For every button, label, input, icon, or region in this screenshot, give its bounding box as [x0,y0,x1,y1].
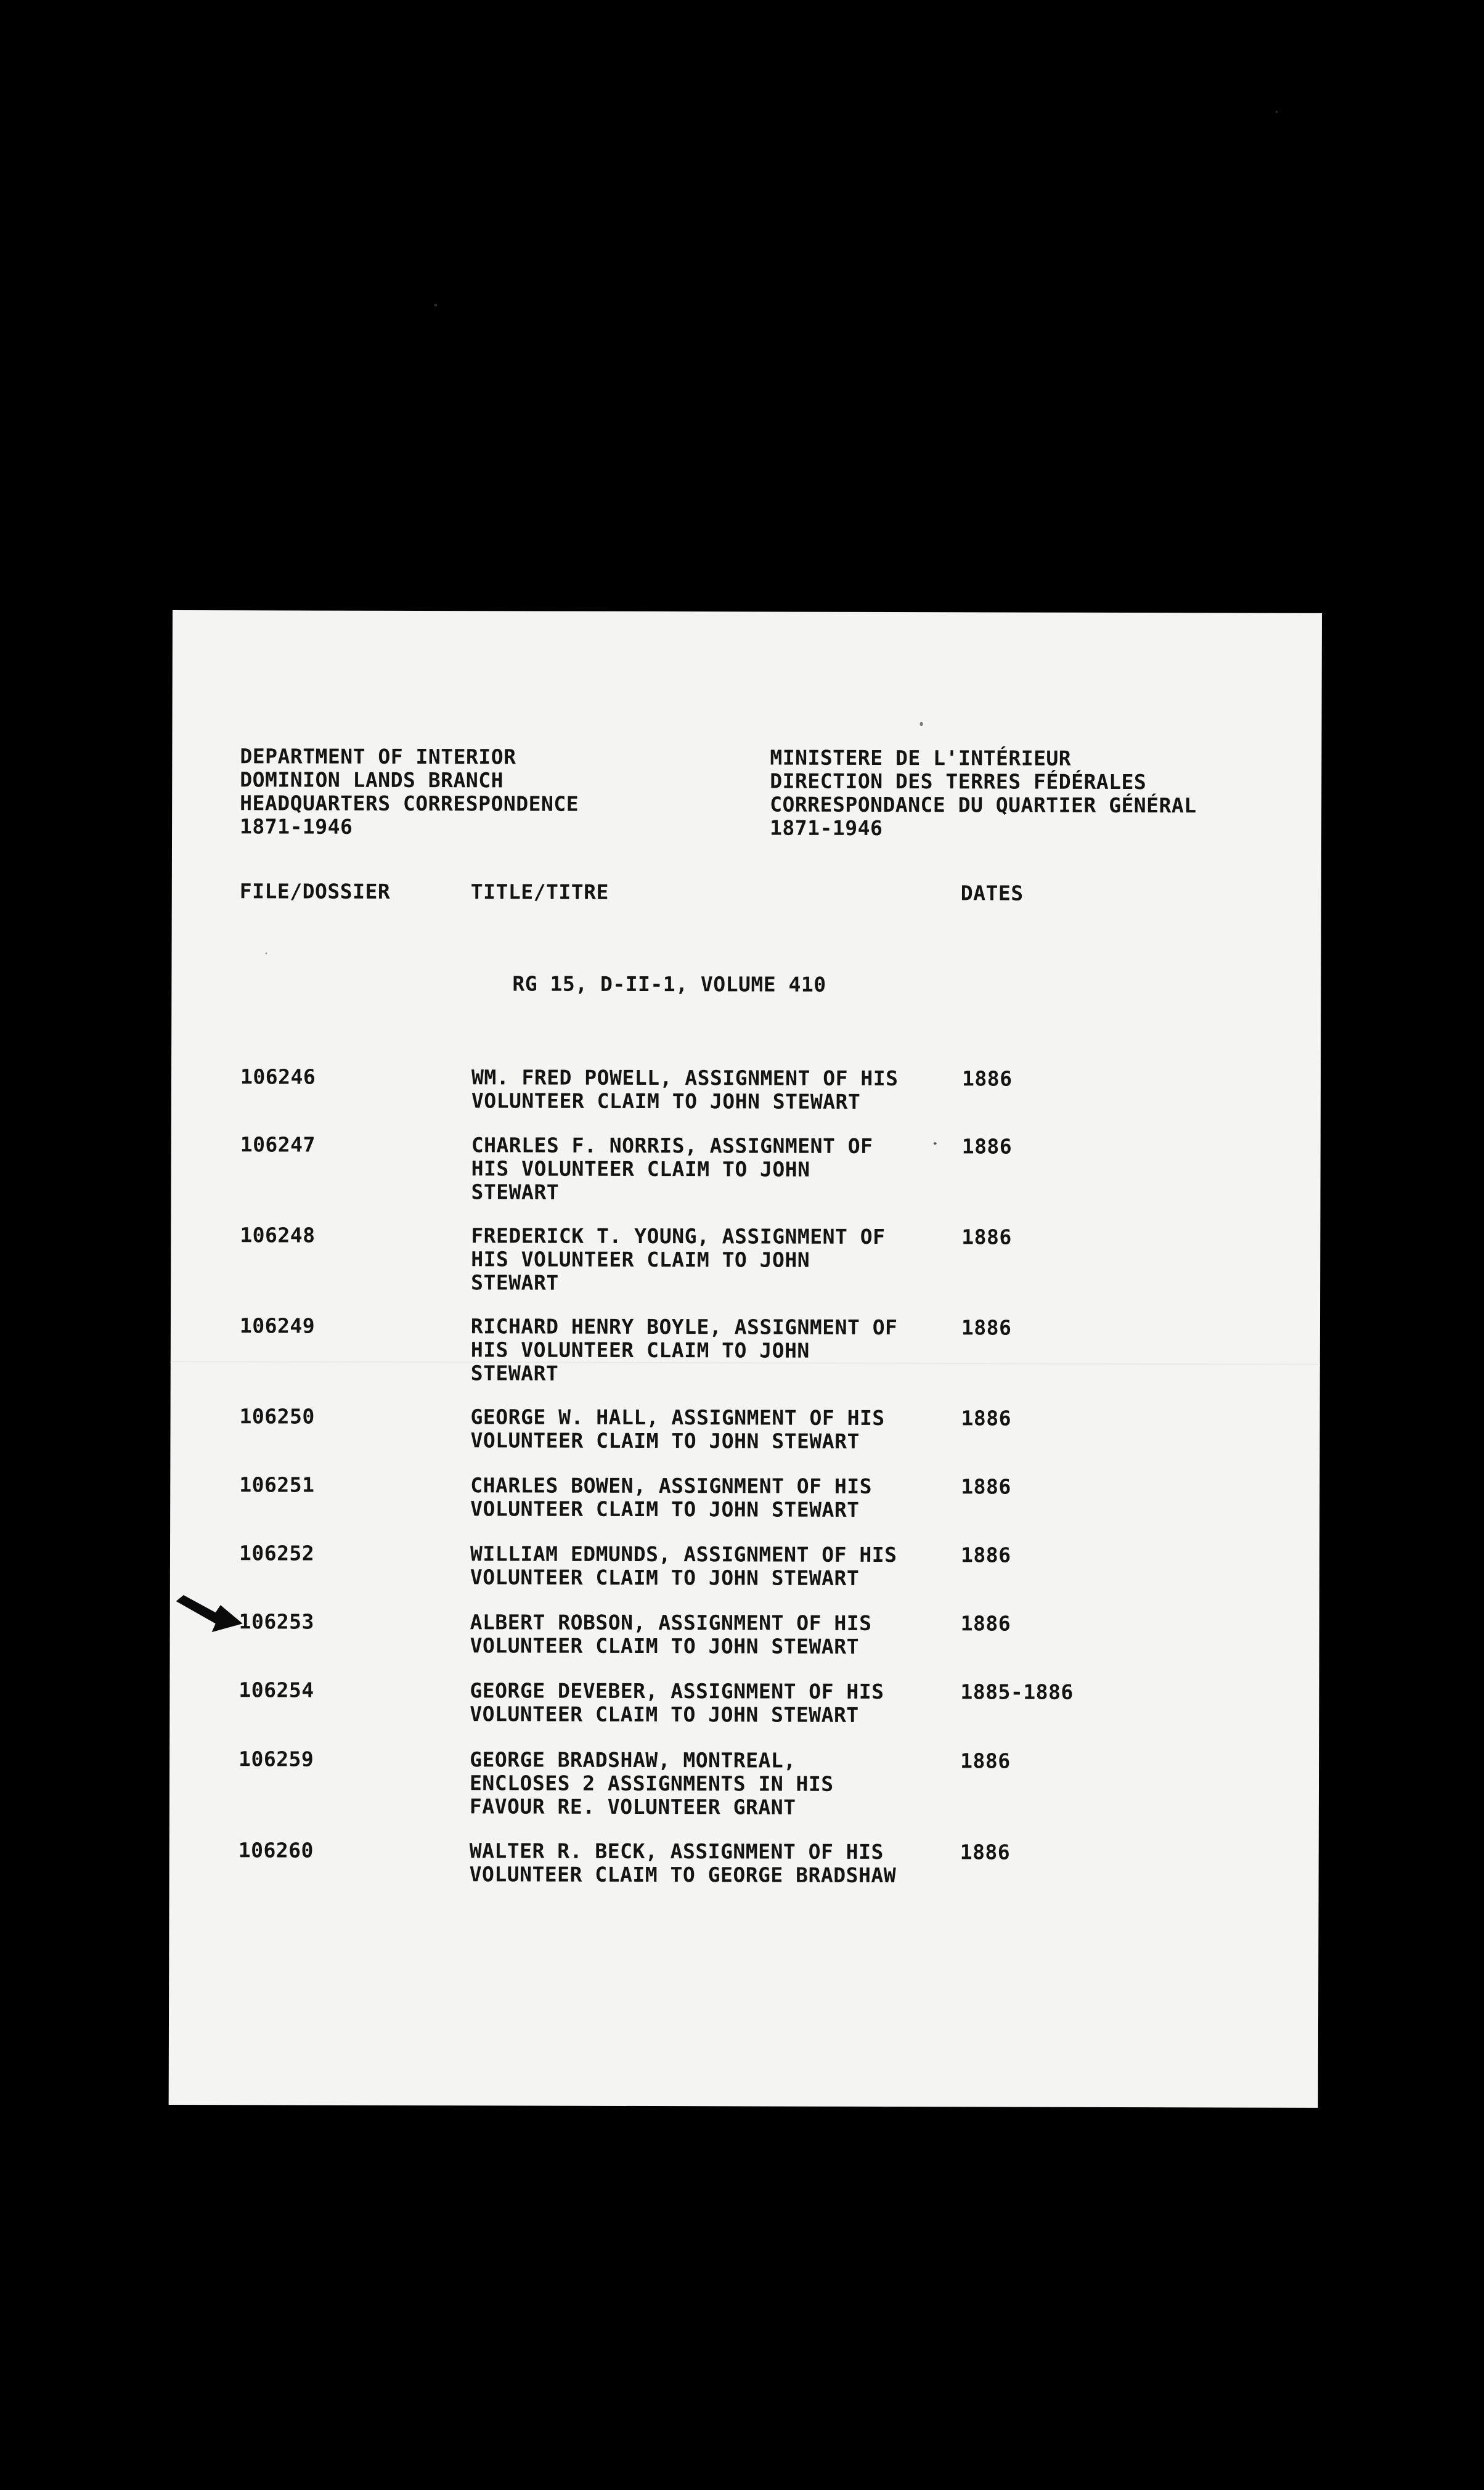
file-number: 106259 [238,1747,314,1771]
entry-title-line: FREDERICK T. YOUNG, ASSIGNMENT OF [471,1223,886,1249]
list-item [171,1132,1321,1204]
entry-dates: 1886 [961,1474,1011,1499]
entry-title-line: GEORGE BRADSHAW, MONTREAL, [470,1747,796,1773]
series-name: HEADQUARTERS CORRESPONDENCE [240,791,579,816]
list-item [169,1838,1319,1888]
file-number: 106253 [238,1609,314,1634]
ink-speck [920,722,923,726]
entry-title-line: ENCLOSES 2 ASSIGNMENTS IN HIS [469,1771,834,1796]
entry-title-line: FAVOUR RE. VOLUNTEER GRANT [469,1794,796,1819]
entry-title-line: GEORGE DEVEBER, ASSIGNMENT OF HIS [470,1678,884,1704]
file-number: 106260 [238,1838,314,1863]
entry-title-line: HIS VOLUNTEER CLAIM TO JOHN [470,1337,810,1363]
entry-title [471,1315,952,1386]
entry-title-line: STEWART [471,1270,559,1295]
entry-title [471,1133,952,1205]
list-item [170,1541,1319,1590]
file-number: 106246 [240,1064,316,1089]
entry-title-line: GEORGE W. HALL, ASSIGNMENT OF HIS [470,1405,885,1431]
header-english [240,745,579,839]
entry-title-line: RICHARD HENRY BOYLE, ASSIGNMENT OF [470,1314,898,1340]
entry-title [470,1610,951,1659]
entry-title-line: STEWART [471,1180,560,1204]
list-item [169,1678,1319,1727]
entry-title-line: VOLUNTEER CLAIM TO JOHN STEWART [470,1496,860,1522]
entry-dates: 1886 [960,1611,1011,1636]
entry-title-line: VOLUNTEER CLAIM TO JOHN STEWART [470,1702,859,1727]
entry-title [470,1839,950,1887]
entry-title-line: VOLUNTEER CLAIM TO JOHN STEWART [470,1633,860,1659]
ink-speck [266,952,267,954]
document-page [169,610,1322,2108]
list-item [171,1404,1320,1453]
list-item [171,1313,1320,1386]
list-item [171,1223,1320,1295]
list-item [171,1064,1321,1114]
file-number: 106247 [240,1132,316,1157]
department-name-fr: MINISTERE DE L'INTÉRIEUR [770,745,1072,770]
entry-title [470,1748,950,1819]
entry-title-line: WM. FRED POWELL, ASSIGNMENT OF HIS [471,1065,899,1091]
entry-title-line: VOLUNTEER CLAIM TO JOHN STEWART [471,1088,861,1114]
file-number: 106248 [240,1223,316,1247]
entry-dates: 1886 [961,1066,1013,1091]
series-name-fr: CORRESPONDANCE DU QUARTIER GÉNÉRAL [770,792,1197,818]
arrow-right-icon [175,1594,244,1637]
entry-title-line: VOLUNTEER CLAIM TO GEORGE BRADSHAW [469,1862,897,1888]
list-item [170,1472,1319,1522]
entry-title [470,1474,951,1522]
entry-dates: 1886 [961,1134,1013,1159]
header-french [770,746,1197,841]
entry-title-line: WALTER R. BECK, ASSIGNMENT OF HIS [469,1839,884,1864]
file-number: 106249 [239,1313,316,1338]
file-number: 106254 [238,1678,314,1702]
entry-dates: 1886 [960,1840,1011,1864]
entry-dates: 1886 [960,1749,1011,1773]
file-number: 106250 [239,1404,315,1429]
entry-title [471,1224,952,1296]
dust-speck [1276,111,1278,113]
list-item [169,1747,1319,1819]
dust-speck [434,304,437,306]
entry-title-line: HIS VOLUNTEER CLAIM TO JOHN [471,1247,810,1272]
entry-title-line: VOLUNTEER CLAIM TO JOHN STEWART [470,1565,860,1590]
department-name: DEPARTMENT OF INTERIOR [240,744,516,769]
entry-title-line: CHARLES F. NORRIS, ASSIGNMENT OF [471,1133,873,1158]
entry-title-line: HIS VOLUNTEER CLAIM TO JOHN [471,1156,810,1182]
entry-title [471,1066,952,1114]
list-item [170,1609,1319,1659]
entry-dates: 1885-1886 [960,1680,1074,1704]
entry-title-line: WILLIAM EDMUNDS, ASSIGNMENT OF HIS [470,1541,897,1567]
date-range: 1871-1946 [240,814,353,839]
entry-title-line: VOLUNTEER CLAIM TO JOHN STEWART [470,1428,860,1453]
branch-name-fr: DIRECTION DES TERRES FÉDÉRALES [770,769,1147,794]
file-number: 106252 [238,1541,315,1565]
date-range-fr: 1871-1946 [770,815,883,841]
entry-title-line: CHARLES BOWEN, ASSIGNMENT OF HIS [470,1473,873,1498]
column-header-dates: DATES [960,881,1024,905]
column-header-title: TITLE/TITRE [470,880,609,904]
branch-name: DOMINION LANDS BRANCH [240,767,504,793]
entry-title [470,1405,951,1453]
volume-heading: RG 15, D-II-1, VOLUME 410 [512,971,826,997]
column-header-file: FILE/DOSSIER [239,879,391,904]
entry-title [470,1679,950,1727]
entry-dates: 1886 [961,1315,1012,1340]
entry-dates: 1886 [960,1543,1011,1567]
entry-title-line: ALBERT ROBSON, ASSIGNMENT OF HIS [470,1610,872,1635]
entry-dates: 1886 [961,1406,1012,1431]
entry-title-line: STEWART [470,1361,559,1386]
file-number: 106251 [239,1472,315,1497]
entry-dates: 1886 [961,1225,1012,1249]
entry-title [470,1542,951,1590]
